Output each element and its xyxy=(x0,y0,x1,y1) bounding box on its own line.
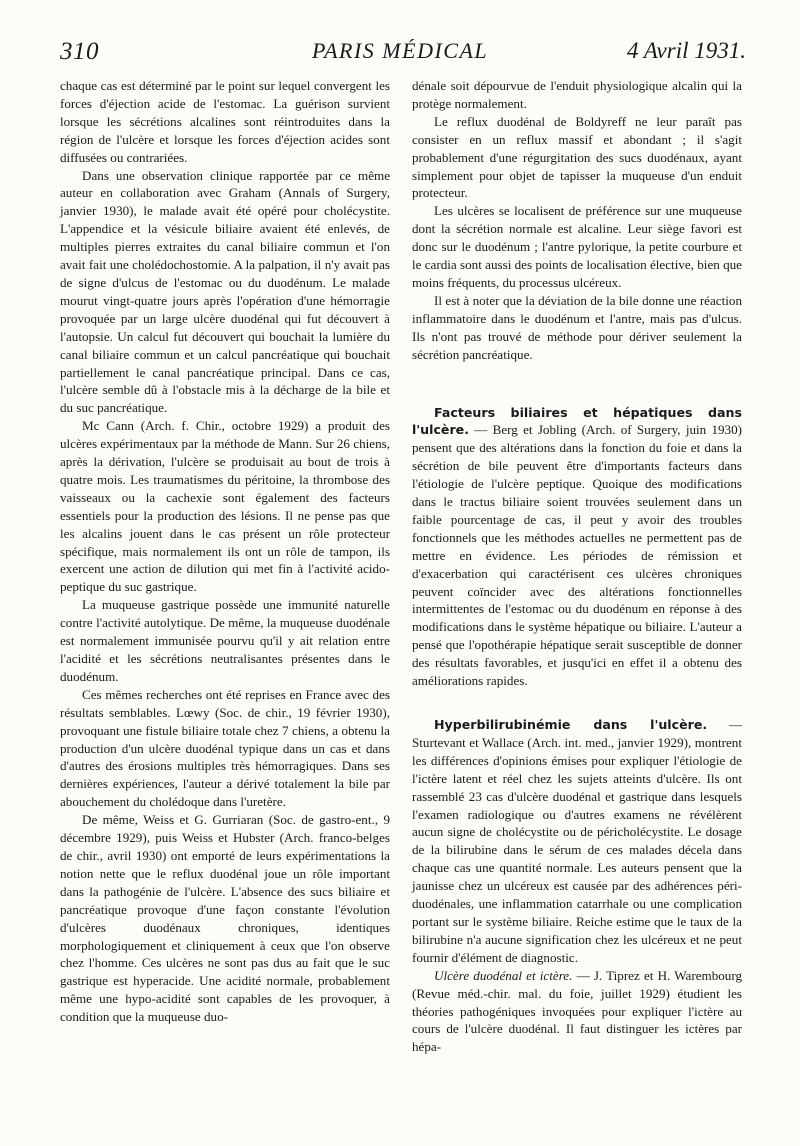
paragraph: La muqueuse gastrique possède une immunité naturelle contre l'activité autolytique. De même, la muqueuse duodénale est normalement immunisée pourvu qu'il y ait relation entre l'acidité et les sécrétions neutralisantes présentes dans le duodénum. xyxy=(60,597,390,684)
left-column xyxy=(60,77,390,1026)
running-header xyxy=(60,38,746,74)
section-body: — J. Tiprez et H. Warembourg (Revue méd.-chir. mal. du foie, juillet 1929) étudient les théories pathogéniques invoquées pour expliquer l'ictère au cours de l'ulcère duodénal. Il faut distinguer les ictères par hépa- xyxy=(412,967,743,1055)
section-heading: Hyperbilirubinémie dans l'ulcère. xyxy=(434,717,708,732)
right-column xyxy=(412,77,742,1056)
section-body: — Sturtevant et Wallace (Arch. int. med., janvier 1929), montrent les différences d'opinions émises pour expliquer l'étiologie de l'ictère latent et réel chez les sujets atteints d'ulcère. Ils ont rassemblé 23 cas d'ulcère duodénal et gastrique dans lesquels l'examen radiologique ou d'autres examens ne révélèrent aucun signe de cholécystite ou de péricholécystite. Le dosage de la bilirubine dans le sérum de ces malades décela dans chaque cas une quantité normale. Les auteurs pensent que la jaunisse chez un ulcéreux est causée par des adhérences péri-duodénales, une inflammation catarrhale ou une complication portant sur le système biliaire. Reiche estime que le taux de la bilirubine n'a aucune signification chez les ulcéreux et ne peut fournir d'élément de diagnostic. xyxy=(412,717,742,965)
paragraph: Ces mêmes recherches ont été reprises en France avec des résultats semblables. Lœwy (Soc. de chir., 19 février 1930), provoquant une fistule biliaire totale chez 7 chiens, a obtenu la production d'un ulcère duodénal typique dans un cas et dans d'autres des érosions multiples très hémorragiques. Dans ses dernières expériences, l'auteur a dérivé totalement la bile par abouchement du cholédoque dans l'uretère. xyxy=(60,686,390,810)
section-ulcer-icterus xyxy=(412,967,742,1057)
section-hyperbilirubinemia xyxy=(412,716,742,967)
section-body: — Berg et Jobling (Arch. of Surgery, juin 1930) pensent que des altérations dans la fonction du foie et dans la sécrétion de bile peuvent être d'importants facteurs dans l'étiologie de l'ulcère peptique. Quoique des modifications dans le tractus biliaire soient trouvées seulement dans un faible pourcentage de cas, il peut y avoir des troubles fonctionnels que les méthodes actuelles ne permettent pas de mettre en évidence. Les périodes de rémission et d'exacerbation qui caractérisent ces ulcères chroniques peuvent coïncider avec des altérations fonctionnelles intermittentes de l'estomac ou du duodénum en réponse à des modifications dans le système hépatique ou biliaire. L'auteur a pensé que l'opothérapie hépatique serait susceptible de donner des résultats favorables, et jusqu'ici en effet il a obtenu des améliorations rapides. xyxy=(412,422,743,689)
issue-date: 4 Avril 1931. xyxy=(626,38,746,63)
page-number: 310 xyxy=(60,38,99,65)
paragraph: De même, Weiss et G. Gurriaran (Soc. de gastro-ent., 9 décembre 1929), puis Weiss et Hubster (Arch. franco-belges de chir., avril 1930) ont emporté de leurs expérimentations la notion nette que le reflux duodénal joue un rôle important dans la pathogénie de l'ulcère. L'absence des sucs biliaire et pancréatique provoque d'une façon constante l'évolution d'ulcères duodénaux chroniques, identiques morphologiquement et cliniquement à ceux que l'on observe chez l'homme. Ces ulcères ne sont pas dus au fait que le suc gastrique est hyperacide. Une acidité normale, probablement même une hypo-acidité sont capables de les provoquer, à condition que la muqueuse duo- xyxy=(60,812,390,1025)
section-heading: Ulcère duodénal et ictère. xyxy=(434,967,573,983)
section-heading: Facteurs biliaires et hépatiques dans l'ulcère. xyxy=(412,404,742,438)
paragraph: Les ulcères se localisent de préférence sur une muqueuse dont la sécrétion normale est alcaline. Leur siège favori est donc sur le duodénum ; l'antre pylorique, la petite courbure et le cardia sont aussi des points de localisation élective, bien que moins fréquents, du processus ulcéreux. xyxy=(412,203,742,290)
section-biliary-factors xyxy=(412,404,742,691)
paragraph: dénale soit dépourvue de l'enduit physiologique alcalin qui la protège normalement. xyxy=(412,78,742,111)
paragraph: chaque cas est déterminé par le point sur lequel convergent les forces d'éjection acide de l'estomac. La guérison survient lorsque les sécrétions alcalines sont réintroduites dans la région de l'ulcère et lorsque les forces d'éjection acides sont diffusées ou contrariées. xyxy=(60,78,390,165)
paragraph: Le reflux duodénal de Boldyreff ne leur paraît pas consister en un reflux massif et abondant ; il s'agit probablement d'une régurgitation des sucs duodénaux, ayant simplement pour objet de tapisser la muqueuse d'un enduit protecteur. xyxy=(412,113,742,201)
paragraph: Dans une observation clinique rapportée par ce même auteur en collaboration avec Graham (Annals of Surgery, janvier 1930), le malade avait été opéré pour cholécystite. L'appendice et la vésicule biliaire avaient été enlevés, de multiples pierres extraites du canal biliaire commun et l'on avait fait une cholédochostomie. A la palpation, il n'y avait pas de signe d'ulcus de l'estomac ou du duodénum. Le malade mourut vingt-quatre jours après l'opération d'une hémorragie provoquée par un large ulcère duodénal qui fut découvert à l'autopsie. Un calcul fut découvert qui bouchait la lumière du canal biliaire commun et un calcul pancréatique qui bouchait partiellement le canal pancréatique principal. Dans ce cas, l'ulcère semble dû à l'obstacle mis à la décharge de la bile et du suc pancréatique. xyxy=(60,167,390,416)
paragraph: Il est à noter que la déviation de la bile donne une réaction inflammatoire dans le duodénum et l'antre, mais pas d'ulcus. Ils n'ont pas trouvé de méthode pour dériver seulement la sécrétion pancréatique. xyxy=(412,292,742,362)
paragraph: Mc Cann (Arch. f. Chir., octobre 1929) a produit des ulcères expérimentaux par la méthode de Mann. Sur 26 chiens, après la dérivation, l'ulcère se produisait au bout de trois à quatre mois. Les traumatismes du péritoine, la thrombose des vaisseaux ou la cachexie sont également des facteurs essentiels pour la production des lésions. Il ne pense pas que les alcalins jouent dans le cas présent un rôle protecteur spécifique, mais normalement ils ont un rôle de tampon, ils exercent une action de dilution qui met fin à l'activité acido-peptique du suc gastrique. xyxy=(60,418,390,595)
journal-title: PARIS MÉDICAL xyxy=(312,38,489,63)
